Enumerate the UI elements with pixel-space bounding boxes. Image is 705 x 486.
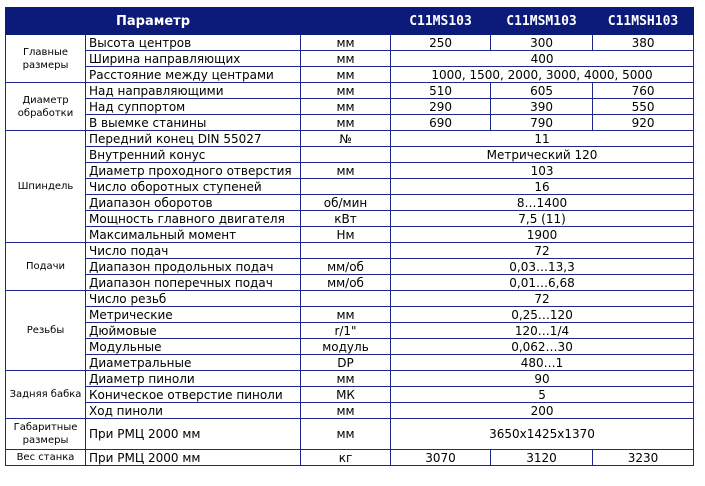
value-cell-all-models: 7,5 (11) [391,211,694,227]
parameter-name: Диаметр пиноли [86,371,301,387]
unit-cell: кВт [301,211,391,227]
table-row [6,51,694,67]
unit-cell: № [301,131,391,147]
parameter-name: Ход пиноли [86,403,301,419]
table-row [6,275,694,291]
group-label: Подачи [6,243,86,291]
value-cell-all-models: 5 [391,387,694,403]
value-cell-all-models: 1900 [391,227,694,243]
value-cell-all-models: 0,03…13,3 [391,259,694,275]
value-cell: 290 [391,99,491,115]
parameter-name: При РМЦ 2000 мм [86,450,301,466]
header-parameter: Параметр [6,8,301,35]
unit-cell [301,179,391,195]
unit-cell: r/1" [301,323,391,339]
unit-cell: мм [301,67,391,83]
group-label: Вес станка [6,450,86,466]
table-row [6,450,694,466]
spec-table-wrapper [5,7,693,466]
parameter-name: Метрические [86,307,301,323]
group-label: Резьбы [6,291,86,371]
table-row [6,211,694,227]
unit-cell [301,291,391,307]
value-cell-all-models: 103 [391,163,694,179]
value-cell: 550 [593,99,694,115]
value-cell-all-models: 0,062…30 [391,339,694,355]
value-cell: 605 [491,83,593,99]
unit-cell: мм [301,99,391,115]
value-cell: 790 [491,115,593,131]
table-row [6,131,694,147]
value-cell-all-models: 1000, 1500, 2000, 3000, 4000, 5000 [391,67,694,83]
table-row [6,259,694,275]
value-cell: 510 [391,83,491,99]
value-cell-all-models: 480…1 [391,355,694,371]
parameter-name: Число оборотных ступеней [86,179,301,195]
value-cell: 300 [491,35,593,51]
unit-cell: Нм [301,227,391,243]
value-cell-all-models: 11 [391,131,694,147]
parameter-name: В выемке станины [86,115,301,131]
parameter-name: Высота центров [86,35,301,51]
value-cell-all-models: 90 [391,371,694,387]
table-row [6,115,694,131]
table-row [6,291,694,307]
value-cell-all-models: 0,01…6,68 [391,275,694,291]
header-model-msm: C11MSM103 [491,8,593,35]
parameter-name: Диапазон поперечных подач [86,275,301,291]
table-row [6,403,694,419]
unit-cell: мм [301,83,391,99]
value-cell: 690 [391,115,491,131]
value-cell: 250 [391,35,491,51]
value-cell-all-models: 0,25…120 [391,307,694,323]
group-label: Габаритные размеры [6,419,86,450]
table-row [6,67,694,83]
parameter-name: Число подач [86,243,301,259]
unit-cell: мм [301,115,391,131]
unit-cell [301,243,391,259]
group-label: Диаметр обработки [6,83,86,131]
parameter-name: Мощность главного двигателя [86,211,301,227]
table-row [6,243,694,259]
parameter-name: Коническое отверстие пиноли [86,387,301,403]
table-row [6,83,694,99]
unit-cell: мм [301,163,391,179]
parameter-name: Над суппортом [86,99,301,115]
parameter-name: Диапазон оборотов [86,195,301,211]
parameter-name: Передний конец DIN 55027 [86,131,301,147]
unit-cell [301,147,391,163]
unit-cell: мм [301,35,391,51]
value-cell: 3230 [593,450,694,466]
table-row [6,339,694,355]
value-cell-all-models: 72 [391,243,694,259]
table-row [6,35,694,51]
header-model-msh: C11MSH103 [593,8,694,35]
unit-cell: мм/об [301,275,391,291]
value-cell: 3070 [391,450,491,466]
table-row [6,419,694,450]
value-cell-all-models: 72 [391,291,694,307]
parameter-name: Модульные [86,339,301,355]
unit-cell: об/мин [301,195,391,211]
unit-cell: кг [301,450,391,466]
unit-cell: мм [301,403,391,419]
value-cell-all-models: 200 [391,403,694,419]
value-cell-all-models: 400 [391,51,694,67]
unit-cell: мм [301,371,391,387]
unit-cell: мм [301,419,391,450]
table-row [6,195,694,211]
table-row [6,99,694,115]
parameter-name: Число резьб [86,291,301,307]
group-label: Главные размеры [6,35,86,83]
parameter-name: Над направляющими [86,83,301,99]
value-cell-all-models: 16 [391,179,694,195]
table-row [6,323,694,339]
value-cell: 380 [593,35,694,51]
unit-cell: мм [301,307,391,323]
value-cell-all-models: 120…1/4 [391,323,694,339]
table-row [6,147,694,163]
unit-cell: мм/об [301,259,391,275]
parameter-name: Внутренний конус [86,147,301,163]
parameter-name: Диаметр проходного отверстия [86,163,301,179]
table-row [6,179,694,195]
group-label: Задняя бабка [6,371,86,419]
parameter-name: Максимальный момент [86,227,301,243]
table-row [6,371,694,387]
header-unit [301,8,391,35]
value-cell-all-models: 3650x1425x1370 [391,419,694,450]
table-row [6,307,694,323]
parameter-name: При РМЦ 2000 мм [86,419,301,450]
parameter-name: Ширина направляющих [86,51,301,67]
group-label: Шпиндель [6,131,86,243]
table-row [6,227,694,243]
parameter-name: Диапазон продольных подач [86,259,301,275]
header-model-ms: C11MS103 [391,8,491,35]
unit-cell: модуль [301,339,391,355]
value-cell: 3120 [491,450,593,466]
parameter-name: Диаметральные [86,355,301,371]
table-row [6,387,694,403]
spec-table [5,7,694,466]
unit-cell: мм [301,51,391,67]
value-cell-all-models: Метрический 120 [391,147,694,163]
value-cell: 390 [491,99,593,115]
parameter-name: Дюймовые [86,323,301,339]
table-row [6,163,694,179]
unit-cell: МК [301,387,391,403]
header-row [6,8,694,35]
unit-cell: DP [301,355,391,371]
value-cell: 920 [593,115,694,131]
value-cell: 760 [593,83,694,99]
value-cell-all-models: 8…1400 [391,195,694,211]
parameter-name: Расстояние между центрами [86,67,301,83]
spec-table-body [6,35,694,466]
table-row [6,355,694,371]
